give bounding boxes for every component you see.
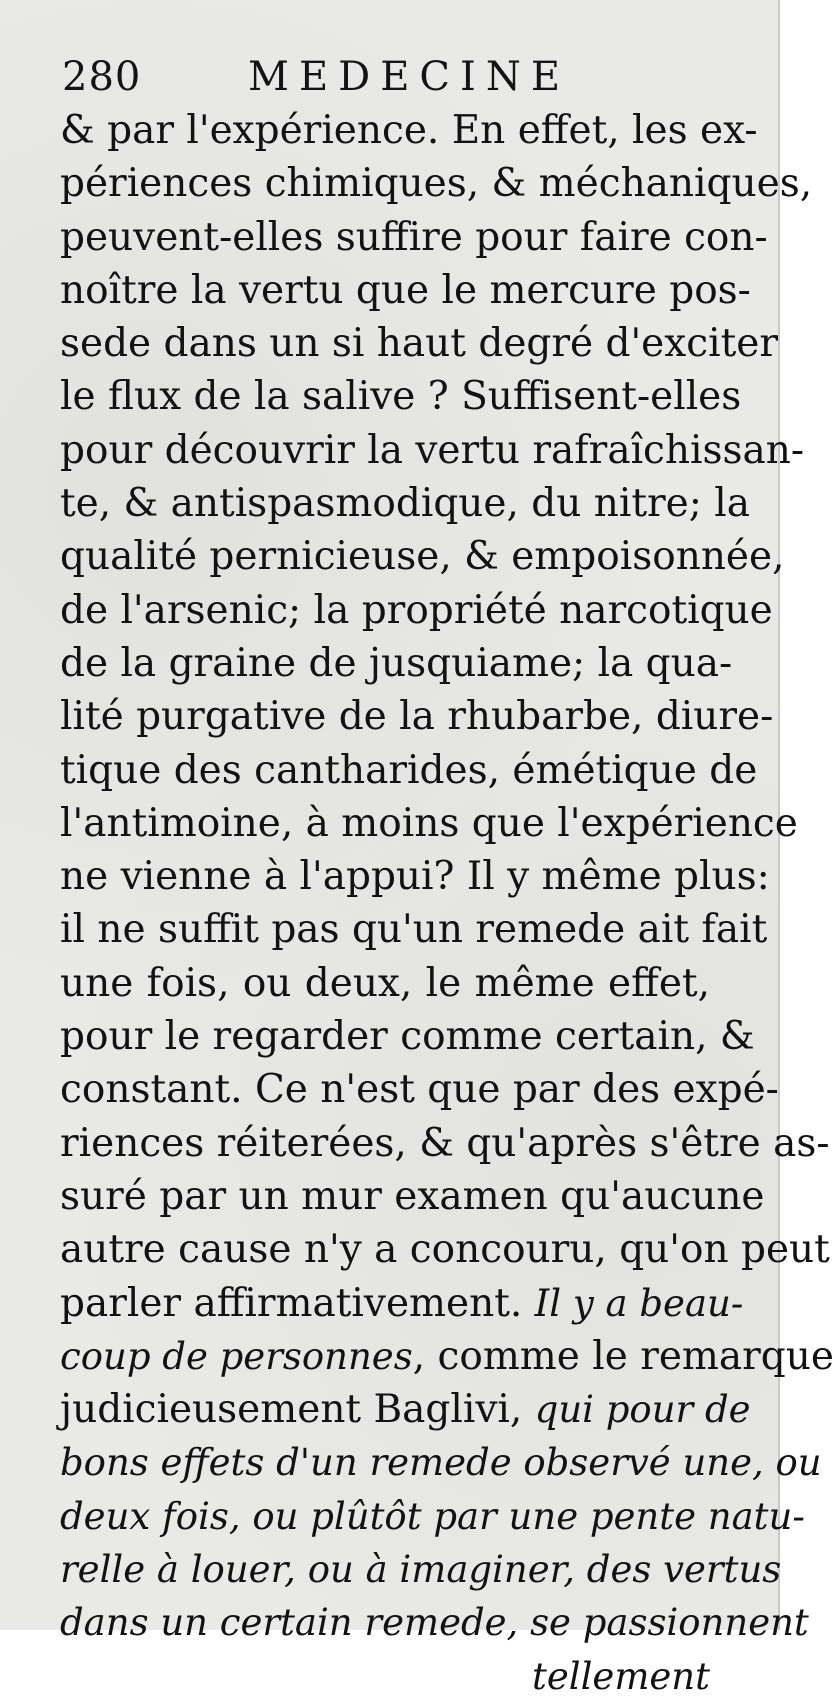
text-line <box>60 1383 751 1436</box>
text-line: noître la vertu que le mercure pos- <box>60 267 751 313</box>
catchword: tellement <box>531 1654 710 1698</box>
italic-segment: Il y a beau- <box>534 1281 744 1325</box>
text-line: peuvent-elles suffire pour faire con- <box>60 214 768 260</box>
italic-segment: qui pour de <box>534 1388 751 1432</box>
text-line: tique des cantharides, émétique de <box>60 747 758 793</box>
text-line: de la graine de jusquiame; la qua- <box>60 640 733 686</box>
italic-segment: coup de personnes <box>60 1334 413 1378</box>
text-line: pour découvrir la vertu rafraîchissan- <box>60 427 805 473</box>
roman-segment: , comme le remarque <box>412 1333 834 1379</box>
body-text <box>60 104 834 1703</box>
roman-segment: parler affirmativement. <box>60 1280 535 1326</box>
page-number: 280 <box>62 54 142 100</box>
text-line: suré par un mur examen qu'aucune <box>60 1173 765 1219</box>
text-line: & par l'expérience. En effet, les ex- <box>60 108 758 153</box>
running-title: MEDECINE <box>248 54 571 100</box>
text-line <box>60 1330 834 1383</box>
text-line: te, & antispasmodique, du nitre; la <box>60 481 751 527</box>
text-line: ne vienne à l'appui? Il y même plus: <box>60 854 770 900</box>
text-line: il ne suffit pas qu'un remede ait fait <box>60 907 768 953</box>
text-line: bons effets d'un remede observé une, ou <box>60 1441 822 1485</box>
text-line: pour le regarder comme certain, & <box>60 1014 755 1060</box>
text-line: relle à louer, ou à imaginer, des vertus <box>60 1548 782 1592</box>
text-line: qualité pernicieuse, & empoisonnée, <box>60 534 785 580</box>
roman-segment: judicieusement Baglivi, <box>60 1387 535 1433</box>
page-header <box>62 50 722 100</box>
text-line: autre cause n'y a concouru, qu'on peut <box>60 1227 830 1273</box>
text-line: une fois, ou deux, le même effet, <box>60 960 710 1006</box>
text-line: périences chimiques, & méchaniques, <box>60 161 813 207</box>
text-line: lité purgative de la rhubarbe, diure- <box>60 694 774 740</box>
text-line: riences réiterées, & qu'après s'être as- <box>60 1120 830 1166</box>
text-line: sede dans un si haut degré d'exciter <box>60 321 778 367</box>
text-line: l'antimoine, à moins que l'expérience <box>60 800 798 846</box>
text-line <box>60 1277 744 1330</box>
text-line: le flux de la salive ? Suffisent-elles <box>60 374 742 420</box>
text-line: dans un certain remede, se passionnent <box>60 1601 809 1645</box>
text-line: de l'arsenic; la propriété narcotique <box>60 587 773 633</box>
text-line: constant. Ce n'est que par des expé- <box>60 1067 779 1113</box>
text-line: deux fois, ou plûtôt par une pente natu- <box>60 1494 805 1538</box>
